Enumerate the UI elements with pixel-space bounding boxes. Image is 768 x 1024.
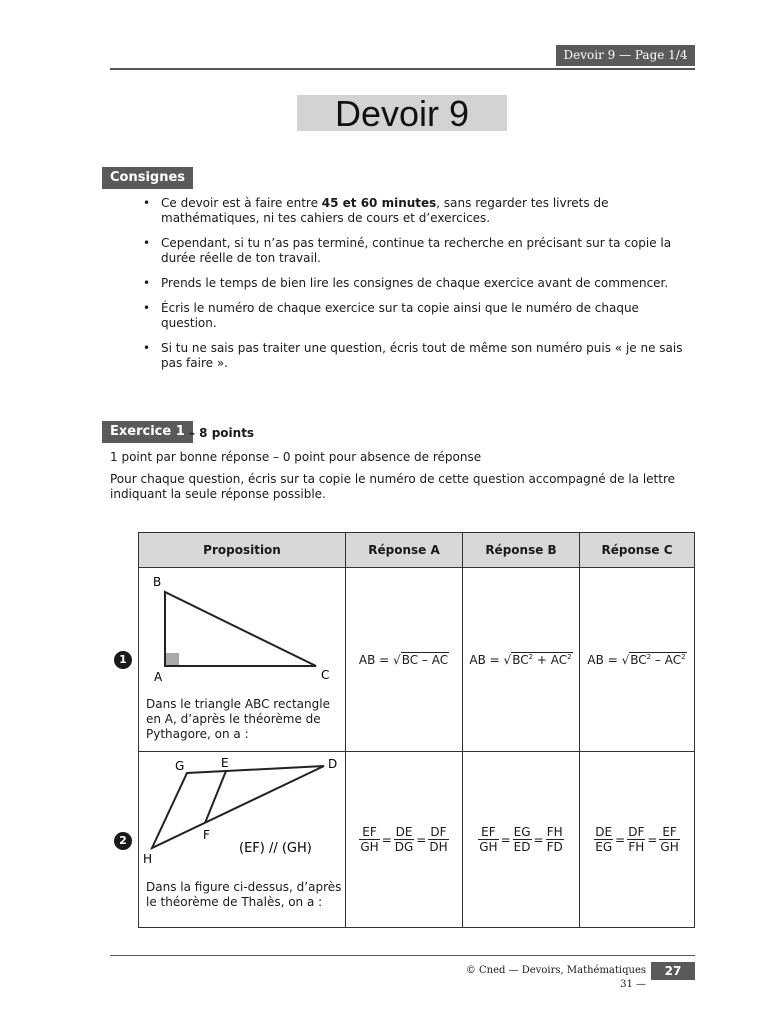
- consigne-item: • Cependant, si tu n’as pas terminé, continue ta recherche en précisant sur ta copie la durée réelle de ton travail.: [143, 236, 698, 266]
- q1-answer-c: AB = $√BC^2 - AC^2$: [580, 568, 695, 752]
- consigne-item: • Prends le temps de bien lire les consignes de chaque exercice avant de commencer.: [143, 276, 698, 291]
- question-number-2: 2: [114, 832, 132, 850]
- q2-text: Dans la figure ci-dessus, d’après le théorème de Thalès, on a :: [146, 880, 342, 909]
- point-c-label: C: [321, 668, 330, 682]
- fraction: $\frac{EG}{ED}$: [513, 825, 531, 854]
- header-reponse-c: Réponse C: [580, 533, 695, 568]
- exercice1-instructions: Pour chaque question, écris sur ta copie le numéro de cette question accompagné de la lettre indiquant la seule réponse possible.: [110, 472, 676, 501]
- qcm-table: [138, 532, 695, 928]
- table-header-row: [139, 533, 695, 568]
- fraction: $\frac{DF}{DH}$: [429, 825, 448, 854]
- parallel-note: (EF) // (GH): [239, 841, 312, 856]
- exercice1-label: Exercice 1: [102, 421, 193, 443]
- q1-text: Dans le triangle ABC rectangle en A, d’après le théorème de Pythagore, on a :: [146, 697, 330, 741]
- fraction: $\frac{FH}{FD}$: [546, 825, 563, 854]
- triangle-dgh: [152, 766, 324, 848]
- exercice1-scoring: 1 point par bonne réponse – 0 point pour absence de réponse: [110, 450, 482, 464]
- q1-answer-a: AB = √BC – AC: [346, 568, 463, 752]
- page-title: Devoir 9: [297, 95, 507, 131]
- consignes-list: [143, 196, 698, 381]
- exercice1-points: – 8 points: [189, 426, 255, 440]
- header-page-tab: Devoir 9 — Page 1/4: [556, 45, 695, 66]
- q2-answer-c: $\frac{DE}{EG}$ = $\frac{DF}{FH}$ = $\frac{EF}{GH}$: [580, 752, 695, 928]
- fraction: $\frac{DE}{DG}$: [394, 825, 414, 854]
- fraction: $\frac{DE}{EG}$: [595, 825, 613, 854]
- footer-page-number: 27: [651, 962, 695, 980]
- q2-answer-a: $\frac{EF}{GH}$ = $\frac{DE}{DG}$ = $\frac{DF}{DH}$: [346, 752, 463, 928]
- q2-answer-b: $\frac{EF}{GH}$ = $\frac{EG}{ED}$ = $\frac{FH}{FD}$: [463, 752, 580, 928]
- consigne-item: • Écris le numéro de chaque exercice sur ta copie ainsi que le numéro de chaque question.: [143, 301, 698, 331]
- consigne-item: • Ce devoir est à faire entre 45 et 60 minutes, sans regarder tes livrets de mathématiques, ni tes cahiers de cours et d’exercices.: [143, 196, 698, 226]
- q1-proposition: [139, 568, 346, 752]
- point-h-label: H: [143, 852, 153, 866]
- point-f-label: F: [203, 828, 210, 842]
- point-g-label: G: [175, 759, 185, 773]
- right-angle-marker: [165, 653, 179, 666]
- header-rule: [110, 68, 695, 70]
- header-reponse-b: Réponse B: [463, 533, 580, 568]
- footer-credit: © Cned — Devoirs, Mathématiques 31 —: [465, 965, 646, 990]
- triangle-abc: [165, 592, 316, 666]
- point-d-label: D: [328, 757, 338, 771]
- q1-answer-b: AB = $√BC^2 + AC^2$: [463, 568, 580, 752]
- point-b-label: B: [153, 575, 162, 589]
- fraction: $\frac{EF}{GH}$: [660, 825, 679, 854]
- table-row-q1: [139, 568, 695, 752]
- fraction: $\frac{DF}{FH}$: [628, 825, 645, 854]
- footer-rule: [110, 955, 695, 956]
- consigne-item: • Si tu ne sais pas traiter une question, écris tout de même son numéro puis « je ne sais pas faire ».: [143, 341, 698, 371]
- table-row-q2: [139, 752, 695, 928]
- fraction: $\frac{EF}{GH}$: [360, 825, 379, 854]
- q2-proposition: [139, 752, 346, 928]
- header-proposition: Proposition: [139, 533, 346, 568]
- consignes-label: Consignes: [102, 167, 193, 189]
- question-number-1: 1: [114, 651, 132, 669]
- point-e-label: E: [221, 756, 229, 770]
- fraction: $\frac{EF}{GH}$: [479, 825, 498, 854]
- header-reponse-a: Réponse A: [346, 533, 463, 568]
- point-a-label: A: [154, 670, 163, 684]
